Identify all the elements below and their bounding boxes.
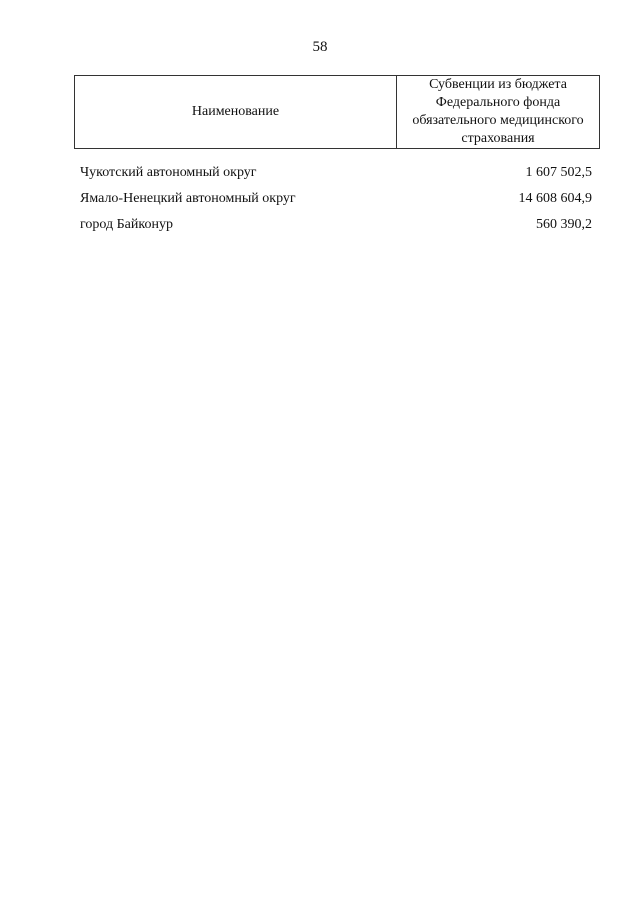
table-body — [80, 163, 592, 241]
region-name: Чукотский автономный округ — [80, 165, 257, 180]
table-row — [80, 189, 592, 215]
column-header-name: Наименование — [75, 76, 397, 149]
table-row — [80, 163, 592, 189]
subvention-amount: 14 608 604,9 — [518, 191, 592, 206]
subvention-amount: 560 390,2 — [536, 217, 592, 232]
table-header — [74, 75, 600, 149]
column-header-subventions-line: обязательного медицинского — [412, 113, 584, 128]
region-name: Ямало-Ненецкий автономный округ — [80, 191, 296, 206]
column-header-subventions-line: Федерального фонда — [435, 95, 561, 110]
subvention-amount: 1 607 502,5 — [525, 165, 592, 180]
page-number: 58 — [312, 39, 328, 55]
region-name: город Байконур — [80, 217, 173, 232]
column-header-subventions-line: страхования — [461, 131, 535, 146]
column-header-subventions — [397, 76, 600, 149]
column-header-subventions-line: Субвенции из бюджета — [429, 77, 567, 92]
table-row — [80, 215, 592, 241]
